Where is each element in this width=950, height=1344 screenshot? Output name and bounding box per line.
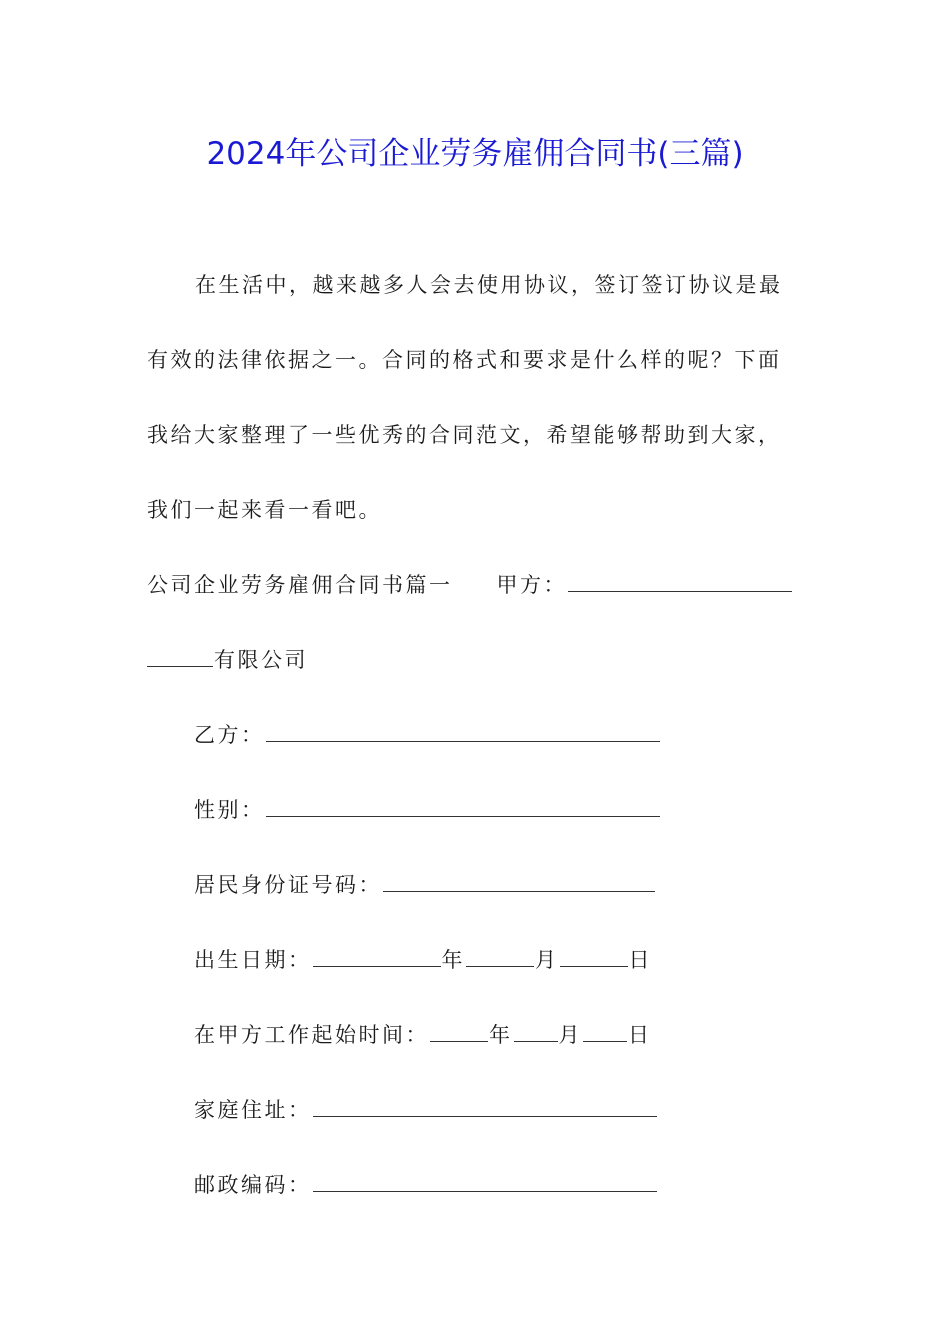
id-number-blank [383, 871, 655, 892]
party-a-blank [568, 571, 792, 592]
address-label: 家庭住址： [194, 1098, 312, 1122]
birth-day-unit: 日 [628, 948, 652, 972]
intro-line-2: 有效的法律依据之一。合同的格式和要求是什么样的呢？下面 [147, 348, 782, 372]
section-heading-row [147, 570, 793, 600]
intro-line-3: 我给大家整理了一些优秀的合同范文，希望能够帮助到大家， [147, 423, 782, 447]
gender-blank [266, 796, 660, 817]
id-number-label: 居民身份证号码： [194, 873, 382, 897]
party-b-blank [266, 721, 660, 742]
postal-code-label: 邮政编码： [194, 1173, 312, 1197]
party-a-row [147, 645, 308, 675]
start-day-blank [583, 1021, 627, 1042]
page-title: 2024年公司企业劳务雇佣合同书(三篇) [206, 136, 744, 172]
intro-line-4: 我们一起来看一看吧。 [147, 498, 382, 522]
start-day-unit: 日 [628, 1023, 652, 1047]
birth-year-blank [313, 946, 441, 967]
postal-code-row [194, 1170, 658, 1200]
birth-day-blank [560, 946, 628, 967]
start-year-unit: 年 [489, 1023, 513, 1047]
party-b-label: 乙方： [194, 723, 265, 747]
section-heading: 公司企业劳务雇佣合同书篇一 [147, 573, 453, 597]
start-month-blank [514, 1021, 558, 1042]
intro-line-1: 在生活中，越来越多人会去使用协议，签订签订协议是最 [195, 273, 783, 297]
start-time-label: 在甲方工作起始时间： [194, 1023, 429, 1047]
start-month-unit: 月 [558, 1023, 582, 1047]
start-time-row [194, 1020, 652, 1050]
start-year-blank [430, 1021, 488, 1042]
address-row [194, 1095, 658, 1125]
party-a-suffix: 有限公司 [214, 648, 308, 672]
birth-year-unit: 年 [441, 948, 465, 972]
gender-label: 性别： [194, 798, 265, 822]
birth-month-unit: 月 [535, 948, 559, 972]
id-number-row [194, 870, 656, 900]
birth-date-row [194, 945, 652, 975]
party-a-name-blank [147, 646, 213, 667]
postal-code-blank [313, 1171, 657, 1192]
gender-row [194, 795, 661, 825]
address-blank [313, 1096, 657, 1117]
party-a-label: 甲方： [496, 573, 567, 597]
party-b-row [194, 720, 661, 750]
birth-date-label: 出生日期： [194, 948, 312, 972]
birth-month-blank [466, 946, 534, 967]
